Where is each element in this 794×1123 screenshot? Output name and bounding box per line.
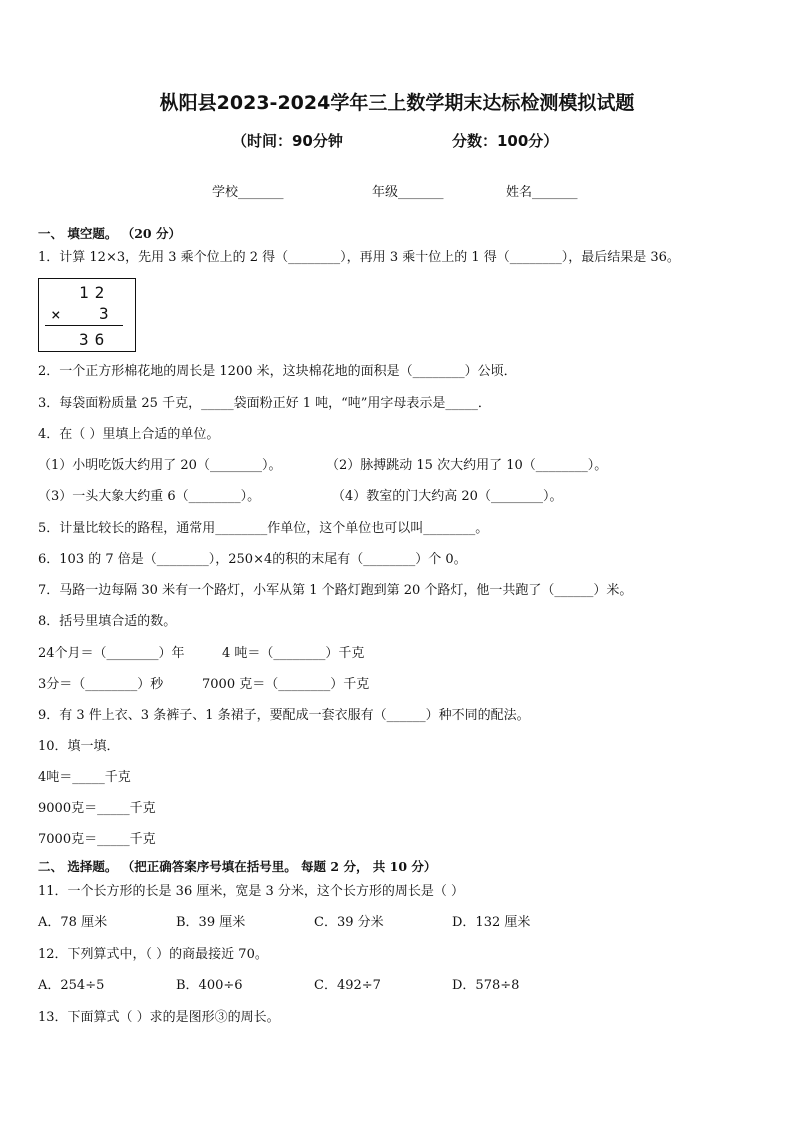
question-8-2a: 3分＝（________）秒 xyxy=(38,677,164,692)
section-heading-choice: 二、 选择题。 （把正确答案序号填在括号里。 每题 2 分， 共 10 分） xyxy=(38,859,437,874)
question-10-3: 7000克＝_____千克 xyxy=(38,832,156,847)
question-4-1: （1）小明吃饭大约用了 20（________）。 xyxy=(38,458,282,473)
calc-row-2: 3 xyxy=(99,304,115,323)
question-10-1: 4吨＝_____千克 xyxy=(38,770,131,785)
question-4: 4．在（ ）里填上合适的单位。 xyxy=(38,427,220,442)
question-5: 5．计量比较长的路程，通常用________作单位，这个单位也可以叫________。 xyxy=(38,521,489,536)
calc-row-3: 36 xyxy=(79,330,111,349)
vertical-calculation xyxy=(38,278,136,352)
exam-time: （时间：90分钟 xyxy=(232,132,343,150)
q11-option-b: B．39 厘米 xyxy=(176,915,246,930)
question-2: 2．一个正方形棉花地的周长是 1200 米，这块棉花地的面积是（________）公顷． xyxy=(38,364,517,379)
question-4-3: （3）一头大象大约重 6（________）。 xyxy=(38,489,261,504)
calc-multiply-sign: × xyxy=(51,305,67,324)
q11-option-a: A．78 厘米 xyxy=(38,915,108,930)
question-1: 1．计算 12×3，先用 3 乘个位上的 2 得（________），再用 3 乘十位上的 1 得（________），最后结果是 36。 xyxy=(38,250,680,265)
question-8: 8．括号里填合适的数。 xyxy=(38,614,177,629)
question-10: 10．填一填． xyxy=(38,739,120,754)
question-8-2b: 7000 克＝（________）千克 xyxy=(202,677,370,692)
question-12: 12．下列算式中，（ ）的商最接近 70。 xyxy=(38,947,268,962)
q12-option-a: A．254÷5 xyxy=(38,978,105,993)
exam-score: 分数：100分） xyxy=(452,132,559,150)
q11-option-d: D．132 厘米 xyxy=(452,915,531,930)
question-13: 13．下面算式（ ）求的是图形③的周长。 xyxy=(38,1010,280,1025)
question-8-1b: 4 吨＝（________）千克 xyxy=(222,646,365,661)
question-6: 6．103 的 7 倍是（________），250×4的积的末尾有（________）个 0。 xyxy=(38,552,467,567)
calc-rule xyxy=(45,325,123,326)
question-10-2: 9000克＝_____千克 xyxy=(38,801,156,816)
grade-field: 年级_______ xyxy=(372,185,444,200)
page-title: 枞阳县2023-2024学年三上数学期末达标检测模拟试题 xyxy=(159,92,635,114)
question-4-2: （2）脉搏跳动 15 次大约用了 10（________）。 xyxy=(326,458,608,473)
question-8-1a: 24个月＝（________）年 xyxy=(38,646,185,661)
school-field: 学校_______ xyxy=(212,185,284,200)
q11-option-c: C．39 分米 xyxy=(314,915,384,930)
name-field: 姓名_______ xyxy=(506,185,578,200)
q12-option-d: D．578÷8 xyxy=(452,978,520,993)
question-4-4: （4）教室的门大约高 20（________）。 xyxy=(332,489,563,504)
question-9: 9．有 3 件上衣、3 条裤子、1 条裙子，要配成一套衣服有（______）种不同的配法。 xyxy=(38,708,530,723)
q12-option-c: C．492÷7 xyxy=(314,978,381,993)
question-3: 3．每袋面粉质量 25 千克，_____袋面粉正好 1 吨，“吨”用字母表示是_____． xyxy=(38,396,491,411)
question-11: 11．一个长方形的长是 36 厘米，宽是 3 分米，这个长方形的周长是（ ） xyxy=(38,884,465,899)
q12-option-b: B．400÷6 xyxy=(176,978,243,993)
calc-row-1: 12 xyxy=(79,283,111,302)
question-7: 7．马路一边每隔 30 米有一个路灯，小军从第 1 个路灯跑到第 20 个路灯，他一共跑了（______）米。 xyxy=(38,583,633,598)
section-heading-fill: 一、 填空题。 （20 分） xyxy=(38,226,181,241)
